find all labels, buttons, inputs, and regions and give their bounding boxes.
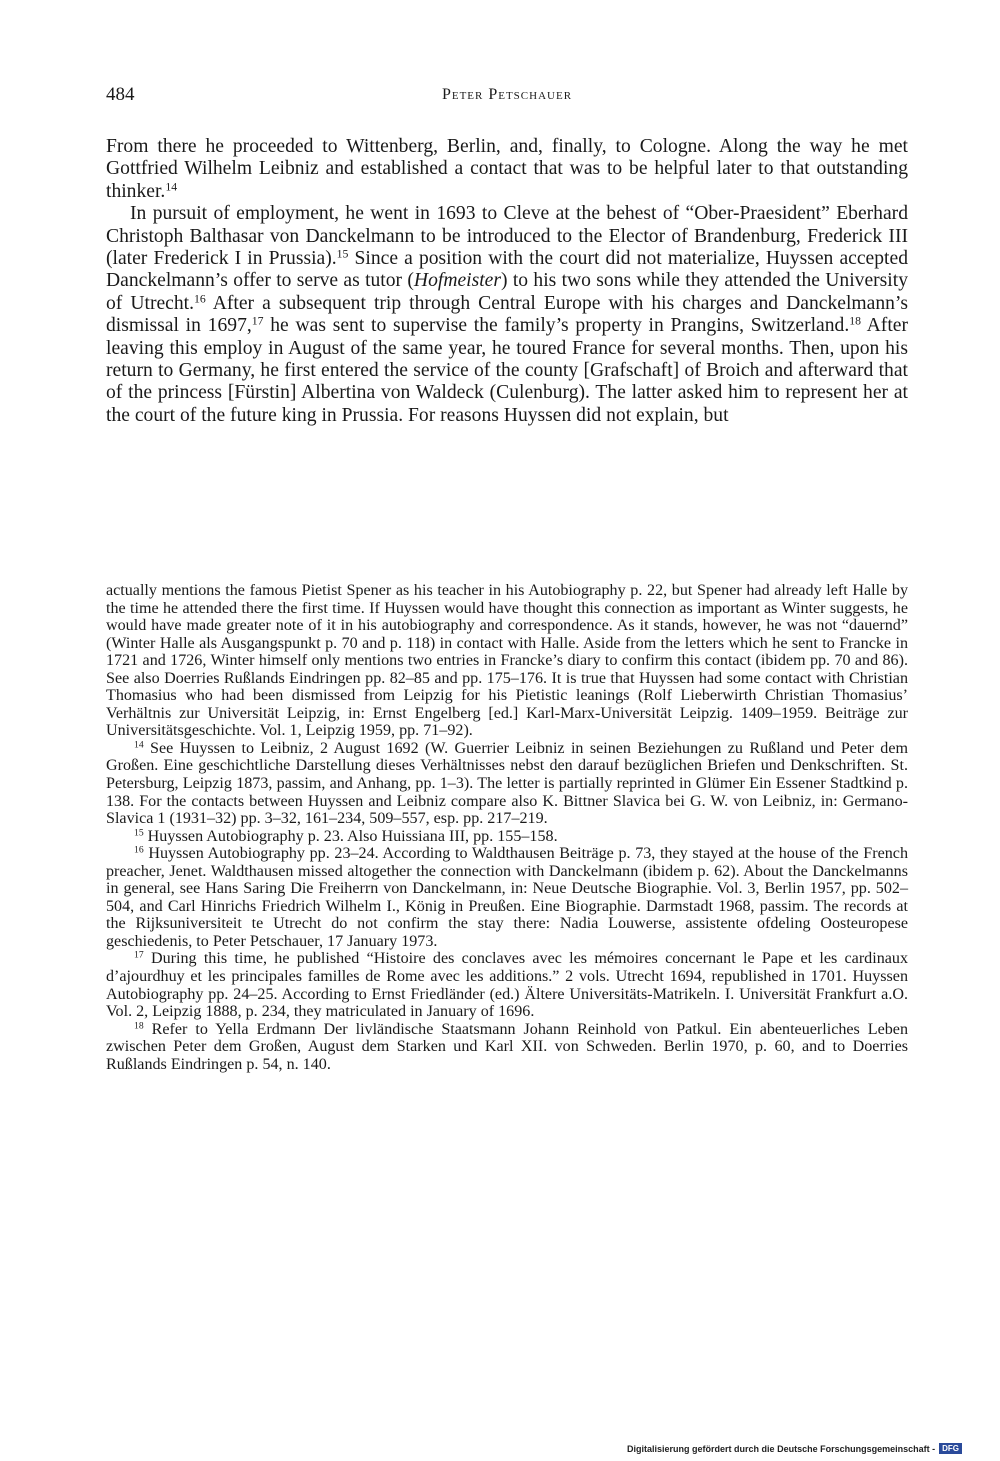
hofmeister-term: Hofmeister (413, 270, 501, 292)
footnote-number: 14 (134, 739, 144, 751)
footnote-ref-15[interactable]: 15 (336, 247, 349, 261)
footnotes (106, 582, 908, 1073)
footnote-ref-14[interactable]: 14 (165, 180, 178, 194)
paragraph-2-text-a: In pursuit of employment, he went in 1693 to Cleve at the behest of “Ober-Praesident” Eberhard Christoph Balthasar von Danckelmann to be introduced to the Elector of Brandenburg, Frederick III (later Frederick I in Prussia). (106, 203, 908, 270)
page-number: 484 (106, 84, 135, 105)
paragraph-2-text-c: ) to his two sons while they attended the University of Utrecht. (106, 270, 908, 314)
paragraph-1 (106, 136, 908, 203)
footnote-number: 15 (134, 827, 144, 839)
footnote-18 (106, 1021, 908, 1074)
footnote-14-text: See Huyssen to Leibniz, 2 August 1692 (W. Guerrier Leibniz in seinen Beziehungen zu Rußland und Peter dem Großen. Eine geschichtliche Darstellung dieses Verhältnisses nebst den darauf bezüglichen Briefen und Denkschriften. St. Petersburg, Leipzig 1873, passim, and Anhang, pp. 1–3). The letter is partially reprinted in Glümer Ein Essener Stadtkind p. 138. For the contacts between Huyssen and Leibniz compare also K. Bittner Slavica bei G. W. von Leibniz, in: Germano-Slavica 1 (1931–32) pp. 3–32, 161–234, 509–557, esp. pp. 217–219. (106, 739, 908, 828)
footnote-ref-17[interactable]: 17 (251, 314, 264, 328)
footnote-18-text: Refer to Yella Erdmann Der livländische Staatsmann Johann Reinhold von Patkul. Ein abenteuerliches Leben zwischen Peter dem Großen, August dem Starken und Karl XII. von Schweden. Berlin 1970, p. 60, and to Doerries Rußlands Eindringen p. 54, n. 140. (106, 1020, 908, 1073)
footnote-14 (106, 740, 908, 828)
paragraph-2-text-f: After leaving this employ in August of the same year, he toured France for several months. Then, upon his return to Germany, he first entered the service of the county [Grafschaft] of Broich and afterward that of the princess [Fürstin] Albertina von Waldeck (Culenburg). The latter asked him to represent her at the court of the future king in Prussia. For reasons Huyssen did not explain, but (106, 315, 908, 426)
footnote-16 (106, 845, 908, 950)
digitization-credit (627, 1443, 962, 1454)
paragraph-1-text: From there he proceeded to Wittenberg, Berlin, and, finally, to Cologne. Along the way he met Gottfried Wilhelm Leibniz and established a contact that was to be helpful later to that outstanding thinker. (106, 136, 908, 202)
paragraph-2-text-b: Since a position with the court did not materialize, Huyssen accepted Danckelmann’s offer to serve as tutor ( (106, 248, 908, 292)
page-header (106, 84, 908, 112)
footnote-number: 16 (134, 844, 144, 856)
footnote-ref-16[interactable]: 16 (194, 292, 206, 306)
footnote-number: 18 (134, 1020, 144, 1032)
paragraph-2-text-e: he was sent to supervise the family’s property in Prangins, Switzerland. (263, 315, 850, 337)
footnote-16-text: Huyssen Autobiography pp. 23–24. According to Waldthausen Beiträge p. 73, they stayed at the house of the French preacher, Jenet. Waldthausen missed altogether the connection with Danckelmann (ibidem p. 62). About the Danckelmanns in general, see Hans Saring Die Freiherrn von Danckelmann, in: Neue Deutsche Biographie. Vol. 3, Berlin 1957, pp. 502–504, and Carl Hinrichs Friedrich Wilhelm I., König in Preußen. Eine Biographie. Darmstadt 1968, passim. The records at the Rijksuniversiteit te Utrecht do not confirm the stay there: Nadia Louwerse, assistente ofdeling Oosteuropese geschiedenis, to Peter Petschauer, 17 January 1973. (106, 845, 908, 950)
paragraph-2 (106, 203, 908, 427)
paragraph-2-text-d: After a subsequent trip through Central Europe with his charges and Danckelmann’s dismissal in 1697, (106, 292, 908, 337)
footnote-ref-18[interactable]: 18 (849, 314, 861, 328)
main-text (106, 136, 908, 427)
footnote-continuation: actually mentions the famous Pietist Spener as his teacher in his Autobiography p. 22, but Spener had already left Halle by the time he attended there the first time. If Huyssen would have thought this connection as important as Winter suggests, he would have made greater note of it in his autobiography and correspondence. As it stands, however, he was not “dauernd” (Winter Halle als Ausgangspunkt p. 70 and p. 118) in contact with Halle. Aside from the letters which he sent to Francke in 1721 and 1726, Winter himself only mentions two entries in Francke’s diary to confirm this contact (ibidem pp. 70 and 86). See also Doerries Rußlands Eindringen pp. 82–85 and pp. 175–176. It is true that Huyssen had some contact with Christian Thomasius who had been dismissed from Leipzig for his Pietistic leanings (Rolf Lieberwirth Christian Thomasius’ Verhältnis zur Universität Leipzig, in: Ernst Engelberg [ed.] Karl-Marx-Universität Leipzig. 1409–1959. Beiträge zur Universitätsgeschichte. Vol. 1, Leipzig 1959, pp. 71–92). (106, 582, 908, 740)
credit-text: Digitalisierung gefördert durch die Deutsche Forschungsgemeinschaft - (627, 1443, 936, 1454)
footnote-15-text: Huyssen Autobiography p. 23. Also Huissiana III, pp. 155–158. (143, 827, 558, 845)
dfg-logo-icon: DFG (939, 1443, 962, 1454)
footnote-number: 17 (134, 950, 144, 962)
running-head: Peter Petschauer (441, 86, 573, 103)
footnote-15 (106, 828, 908, 846)
footnote-17 (106, 950, 908, 1020)
footnote-17-text: During this time, he published “Histoire des conclaves avec les mémoires concernant le Pape et les cardinaux d’ajourdhuy et les principales familles de Rome avec les additions.” 2 vols. Utrecht 1694, republished in 1701. Huyssen Autobiography pp. 24–25. According to Ernst Friedländer (ed.) Ältere Universitäts-Matrikeln. I. Universität Frankfurt a.O. Vol. 2, Leipzig 1888, p. 234, they matriculated in January of 1696. (106, 950, 908, 1021)
